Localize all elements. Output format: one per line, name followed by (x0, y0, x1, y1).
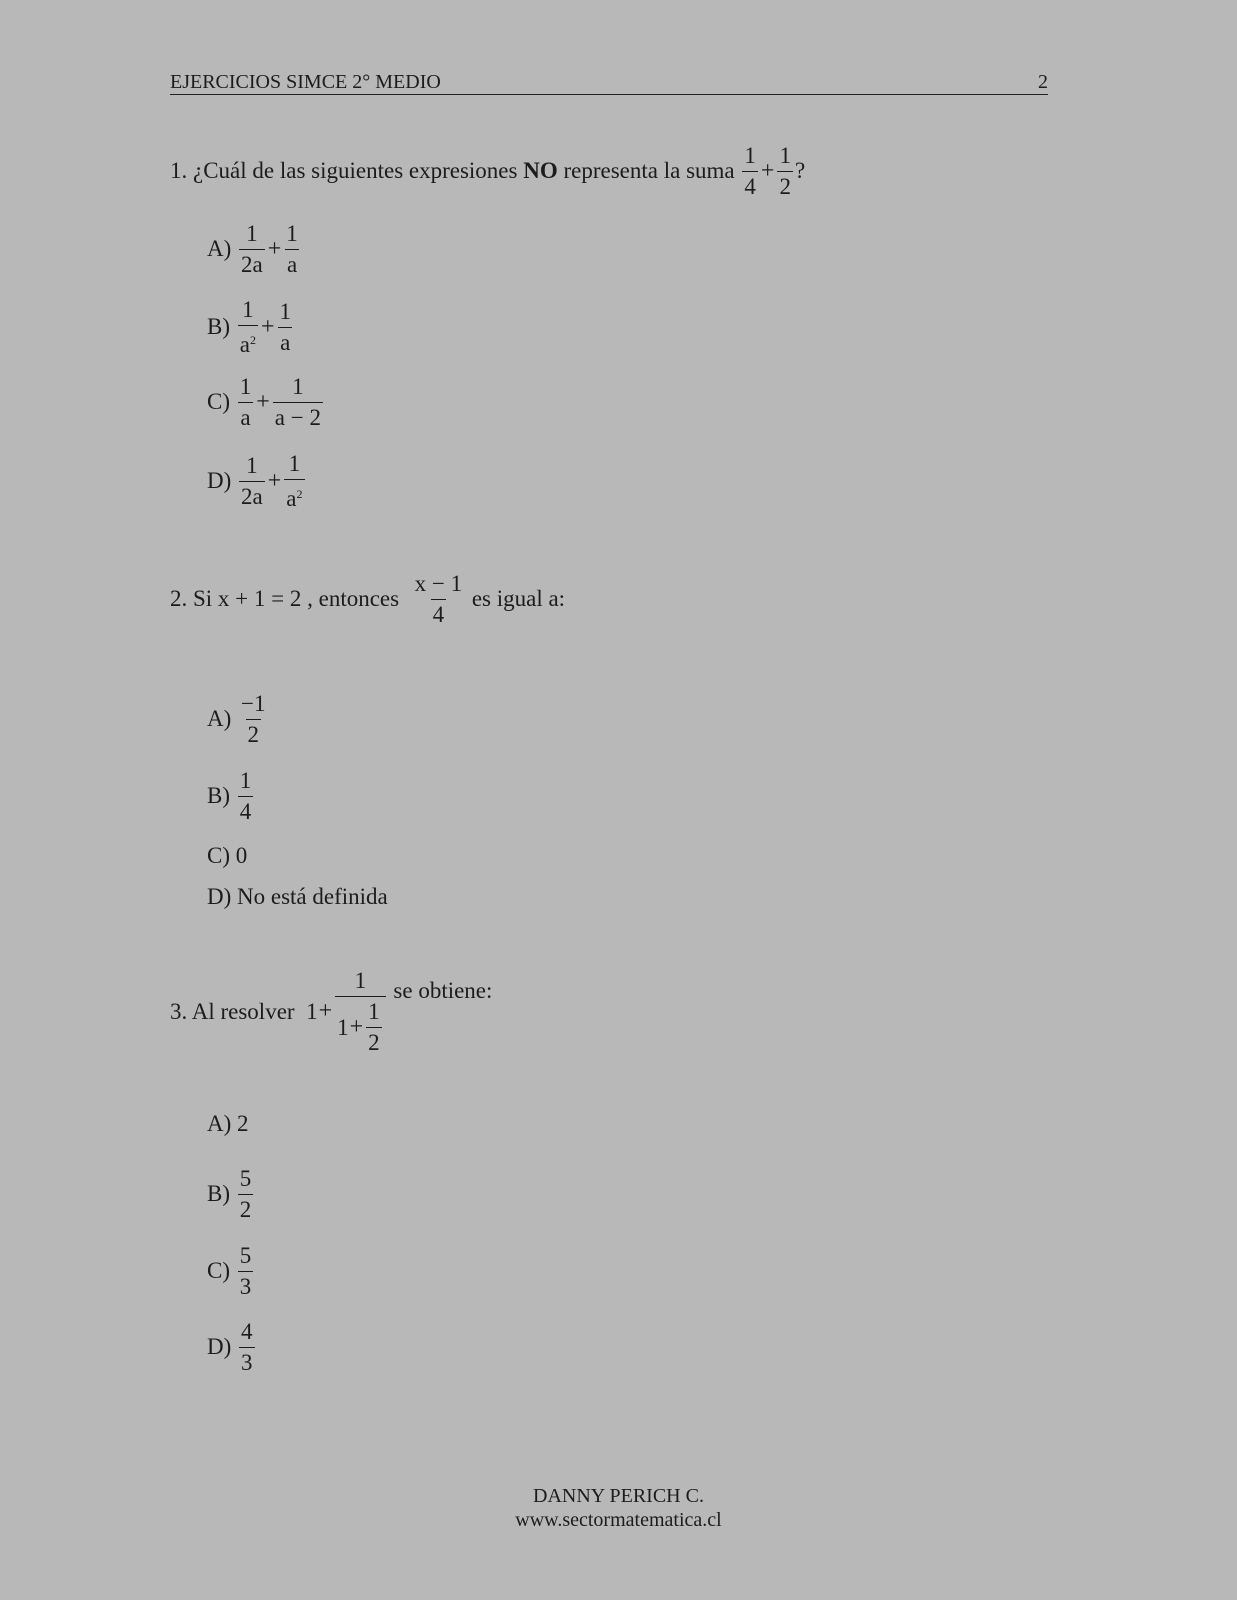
q1-question-mark: ? (794, 158, 806, 183)
q3-option-b: B) $\frac{5}{2}$ (207, 1166, 252, 1222)
q2-option-a: A) $\frac{-1}{2}$ (207, 691, 266, 747)
q3-continued-fraction: 1 1 + $\frac{1}{2}$ (335, 967, 386, 1056)
q3-option-d: D) $\frac{4}{3}$ (207, 1319, 253, 1375)
q1-option-d: D) $\frac{1}{2a}$ + $\frac{1}{a^2}$ (207, 451, 303, 511)
q1-option-a: A) $\frac{1}{2a}$ + $\frac{1}{a}$ (207, 221, 298, 277)
q1-suffix: representa la suma (563, 158, 735, 183)
question-2 (170, 570, 565, 628)
question-1 (170, 142, 805, 200)
page-number: 2 (1038, 71, 1048, 93)
footer-author: DANNY PERICH C. (533, 1485, 704, 1507)
q1-sum-fraction-a: $\frac{1}{4}$ (744, 143, 756, 199)
q3-suffix: se obtiene: (393, 978, 493, 1003)
q1-bold-no: NO (523, 158, 558, 183)
q1-sum-fraction-b: $\frac{1}{2}$ (779, 143, 791, 199)
question-3: 3. Al resolver 1 + 1 1 + $\frac{1}{2}$ se obtiene: (170, 968, 493, 1055)
q2-fraction: $\frac{x - 1}{4}$ (414, 571, 463, 627)
q1-prefix: 1. ¿Cuál de las siguientes expresiones (170, 158, 518, 183)
header-title: EJERCICIOS SIMCE 2° MEDIO (170, 71, 441, 93)
q2-option-d: D) No está definida (207, 884, 388, 909)
q2-prefix: 2. Si x + 1 = 2 , entonces (170, 586, 400, 611)
page-header (170, 70, 1048, 95)
q2-option-c: C) 0 (207, 843, 248, 868)
q1-option-b: B) $\frac{1}{a^2}$ + $\frac{1}{a}$ (207, 297, 292, 357)
q3-prefix: 3. Al resolver (170, 998, 295, 1024)
q1-sum-plus: + (760, 157, 775, 184)
q2-suffix: es igual a: (471, 586, 566, 611)
q2-option-b: B) $\frac{1}{4}$ (207, 768, 252, 824)
q3-option-c: C) $\frac{5}{3}$ (207, 1243, 252, 1299)
footer-website: www.sectormatematica.cl (515, 1509, 722, 1531)
q3-option-a: A) 2 (207, 1111, 249, 1136)
q1-option-c: C) $\frac{1}{a}$ + $\frac{1}{a - 2}$ (207, 374, 321, 430)
